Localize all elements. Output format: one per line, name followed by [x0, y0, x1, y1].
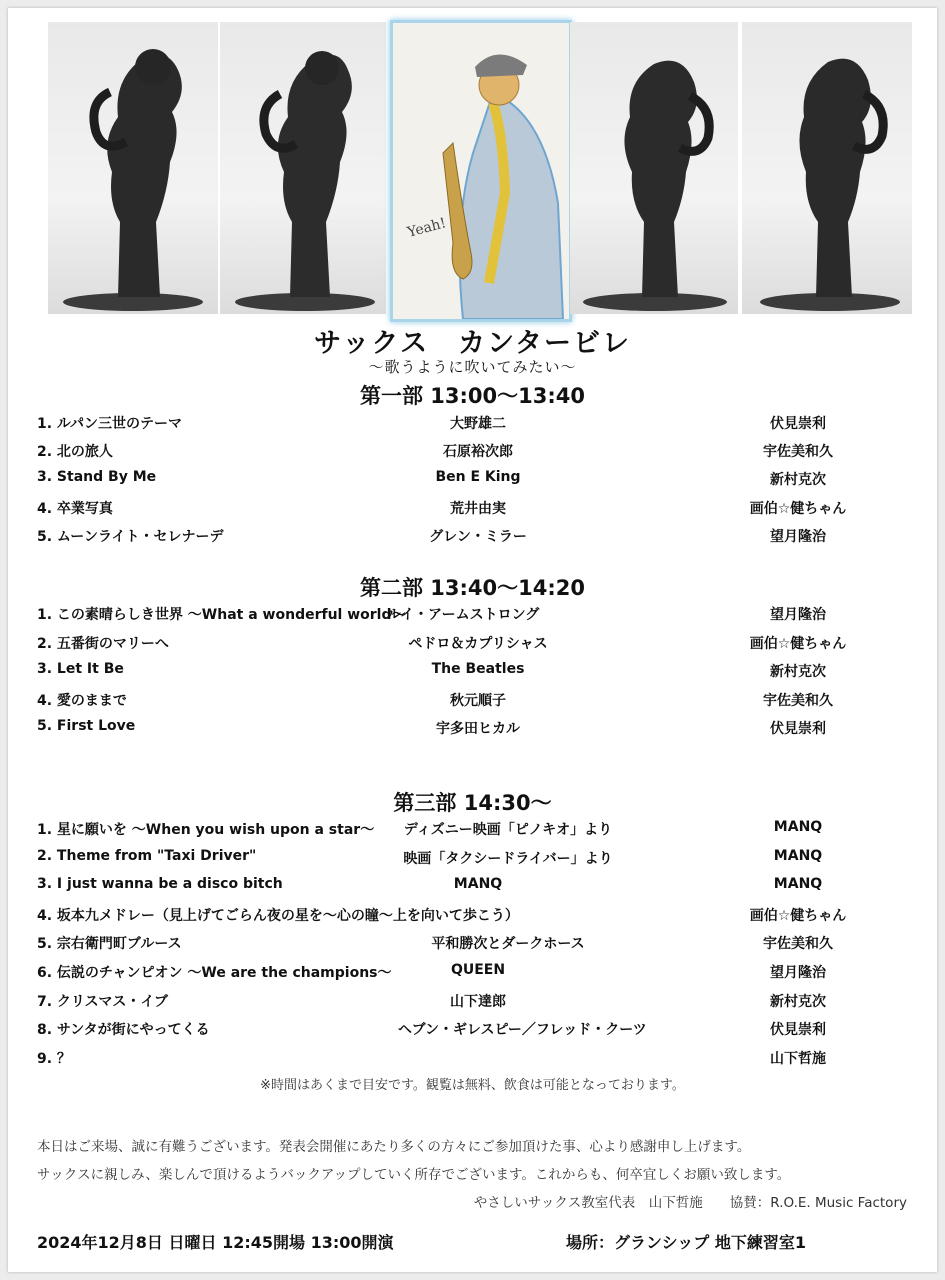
part1-title: 第一部 13:00〜13:40: [359, 384, 585, 408]
song-player: 宇佐美和久: [763, 444, 833, 461]
program-row: [8, 962, 937, 986]
greeting-line-1: 本日はご来場、誠に有難うございます。発表会開催にあたり多くの方々にご参加頂けた事、心より感謝申し上げます。: [37, 1139, 751, 1155]
photo-banner: [48, 22, 912, 314]
event-date: 2024年12月8日 日曜日 12:45開場 13:00開演: [37, 1233, 394, 1252]
song-player: 伏見崇利: [770, 721, 826, 737]
song-player: MANQ: [773, 847, 823, 864]
song-player: 画伯☆健ちゃん: [749, 500, 847, 517]
song-player: 新村克次: [770, 993, 826, 1010]
song-player: 新村克次: [770, 472, 826, 489]
program-row: [8, 933, 937, 957]
song-artist: 宇多田ヒカル: [436, 721, 520, 737]
saxophone-statue-photo: [220, 22, 386, 314]
program-row: [8, 905, 937, 929]
song-artist: 石原裕次郎: [443, 444, 513, 461]
song-player: 新村克次: [770, 664, 826, 680]
svg-text:Yeah!: Yeah!: [405, 215, 448, 241]
program-row: [8, 1019, 937, 1043]
event-venue: 場所：グランシップ 地下練習室1: [566, 1233, 806, 1252]
song-player: 望月隆治: [770, 965, 826, 981]
song-artist: グレン・ミラー: [429, 528, 527, 545]
program-row: [8, 633, 937, 657]
song-player: 山下哲施: [770, 1050, 826, 1067]
song-artist: ディズニー映画「ピノキオ」より: [403, 822, 613, 838]
song-artist: ルイ・アームストロング: [386, 607, 540, 623]
song-artist: MANQ: [453, 876, 503, 893]
song-artist: 荒井由実: [450, 500, 506, 517]
program-row: [8, 819, 937, 843]
song-player: 伏見崇利: [770, 416, 826, 432]
song-title: 5. ムーンライト・セレナーデ: [37, 528, 224, 545]
program-row: [8, 1048, 937, 1072]
song-title: 2. 五番街のマリーへ: [37, 635, 169, 652]
program-row: [8, 413, 937, 437]
program-row: [8, 718, 937, 742]
song-player: 宇佐美和久: [763, 692, 833, 709]
song-title: 2. 北の旅人: [37, 444, 113, 461]
song-player: 望月隆治: [770, 528, 826, 545]
song-title: 4. 坂本九メドレー（見上げてごらん夜の星を〜心の瞳〜上を向いて歩こう）: [37, 907, 519, 924]
song-player: 宇佐美和久: [763, 936, 833, 953]
song-player: MANQ: [773, 819, 823, 835]
song-title: 1. ルパン三世のテーマ: [37, 416, 182, 432]
song-title: 2. Theme from "Taxi Driver": [37, 847, 257, 864]
song-title: 4. 愛のままで: [37, 692, 127, 709]
song-player: 画伯☆健ちゃん: [749, 635, 847, 652]
flyer-page: [8, 8, 937, 1272]
song-artist: The Beatles: [431, 661, 525, 677]
page-subtitle: 〜歌うように吹いてみたい〜: [368, 358, 577, 376]
song-title: 9. ？: [37, 1050, 71, 1067]
song-player: 望月隆治: [770, 607, 826, 623]
notice-text: ※時間はあくまで目安です。観覧は無料、飲食は可能となっております。: [260, 1078, 685, 1093]
saxophone-statue-photo: [570, 22, 738, 314]
song-title: 4. 卒業写真: [37, 500, 113, 517]
program-row: [8, 876, 937, 900]
song-player: 画伯☆健ちゃん: [749, 907, 847, 924]
page-title: サックス カンタービレ: [313, 328, 632, 359]
program-row: [8, 991, 937, 1015]
saxophone-statue-photo: [48, 22, 218, 314]
song-title: 3. Let It Be: [37, 661, 124, 677]
program-row: [8, 441, 937, 465]
song-artist: ペドロ＆カプリシャス: [408, 635, 548, 652]
saxophone-player-drawing: [390, 20, 572, 322]
program-row: [8, 661, 937, 685]
program-row: [8, 848, 937, 872]
song-title: 5. 宗右衛門町ブルース: [37, 936, 182, 953]
part3-title: 第三部 14:30〜: [393, 791, 552, 815]
song-title: 3. Stand By Me: [37, 469, 157, 486]
program-row: [8, 690, 937, 714]
greeting-line-2: サックスに親しみ、楽しんで頂けるようバックアップしていく所存でございます。これからも、何卒宜しくお願い致します。: [37, 1167, 791, 1183]
song-artist: Ben E King: [435, 469, 521, 486]
song-title: 5. First Love: [37, 718, 136, 734]
song-title: 7. クリスマス・イブ: [37, 993, 168, 1010]
saxophone-statue-photo: [742, 22, 912, 314]
song-title: 3. I just wanna be a disco bitch: [37, 876, 283, 893]
program-row: [8, 498, 937, 522]
program-row: [8, 604, 937, 628]
signature: やさしいサックス教室代表 山下哲施 協賛：R.O.E. Music Factory: [473, 1195, 907, 1211]
song-title: 6. 伝説のチャンピオン 〜We are the champions〜: [37, 965, 392, 981]
song-artist: 大野雄二: [450, 416, 506, 432]
song-artist: QUEEN: [450, 962, 506, 978]
song-artist: 映画「タクシードライバー」より: [403, 850, 613, 867]
part2-title: 第二部 13:40〜14:20: [359, 576, 585, 600]
song-title: 8. サンタが街にやってくる: [37, 1022, 210, 1039]
song-title: 1. 星に願いを 〜When you wish upon a star〜: [37, 822, 375, 838]
song-player: MANQ: [773, 876, 823, 893]
program-row: [8, 526, 937, 550]
song-artist: ヘブン・ギレスピー／フレッド・クーツ: [398, 1022, 647, 1039]
song-title: 1. この素晴らしき世界 〜What a wonderful world〜: [37, 607, 406, 623]
song-artist: 平和勝次とダークホース: [431, 936, 585, 953]
song-artist: 秋元順子: [450, 692, 506, 709]
song-player: 伏見崇利: [770, 1022, 826, 1039]
song-artist: 山下達郎: [450, 993, 506, 1010]
program-row: [8, 469, 937, 493]
